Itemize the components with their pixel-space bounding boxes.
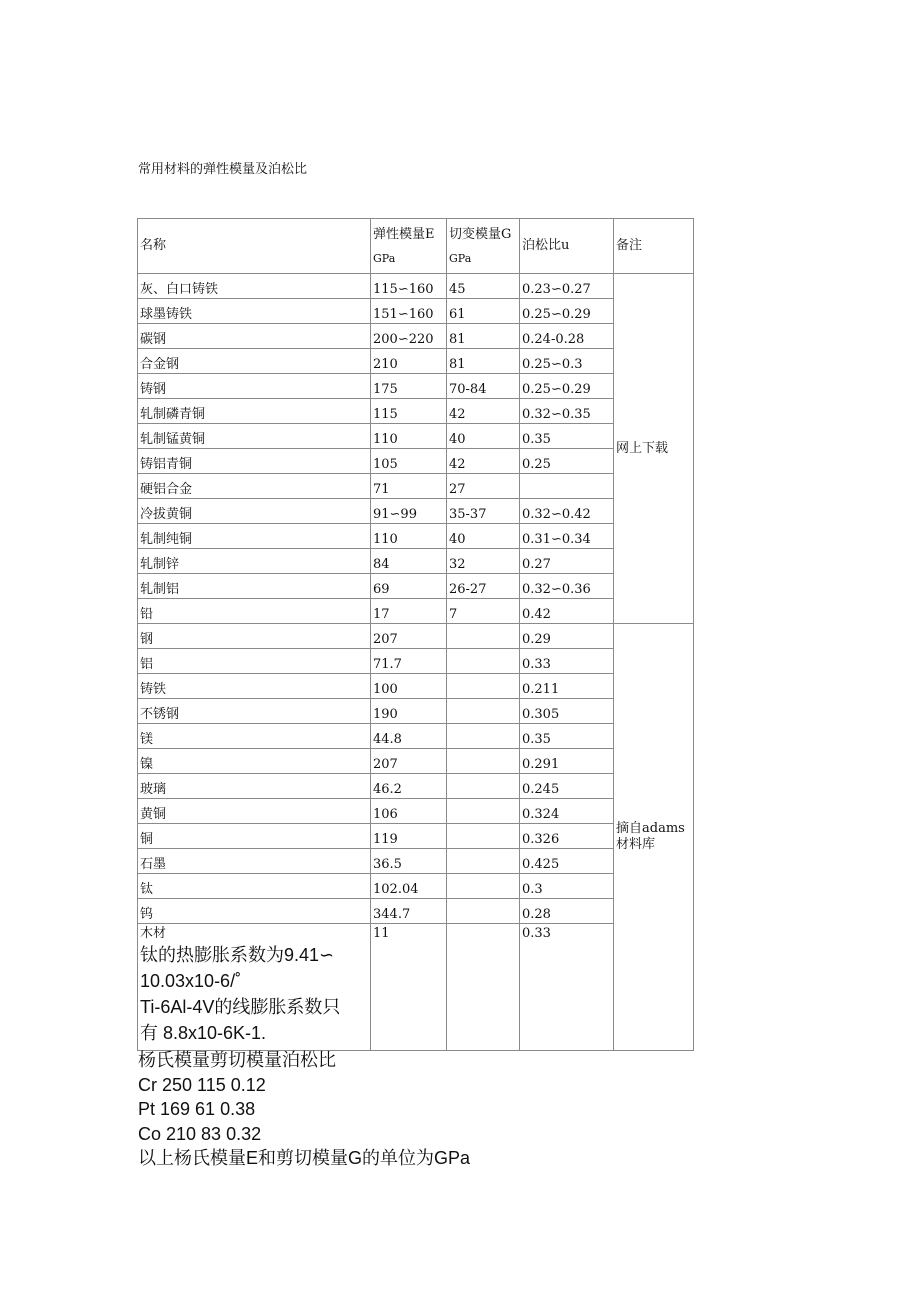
cell-e: 69 <box>371 574 447 599</box>
cell-g <box>447 824 520 849</box>
cell-g <box>447 624 520 649</box>
cell-e: 175 <box>371 374 447 399</box>
table-row <box>138 599 694 624</box>
cell-g <box>447 774 520 799</box>
cell-e: 344.7 <box>371 899 447 924</box>
cell-name: 不锈钢 <box>138 699 371 724</box>
cell-e: 105 <box>371 449 447 474</box>
cell-poisson: 0.211 <box>520 674 614 699</box>
cell-e: 102.04 <box>371 874 447 899</box>
cell-poisson: 0.25∽0.29 <box>520 299 614 324</box>
table-row <box>138 424 694 449</box>
cell-name: 冷拔黄铜 <box>138 499 371 524</box>
cell-name: 铸铝青铜 <box>138 449 371 474</box>
note-line: Co 210 83 0.32 <box>138 1123 262 1144</box>
cell-poisson: 0.33 <box>520 924 614 1051</box>
cell-poisson: 0.28 <box>520 899 614 924</box>
cell-e: 91∽99 <box>371 499 447 524</box>
table-row <box>138 724 694 749</box>
header-poisson: 泊松比u <box>520 219 614 274</box>
cell-name: 木材 钛的热膨胀系数为9.41∽ 10.03x10-6/˚ Ti-6Al-4V的线膨胀系数只 有 8.8x10-6K-1. <box>138 924 371 1051</box>
cell-e: 207 <box>371 749 447 774</box>
cell-name: 铸铁 <box>138 674 371 699</box>
cell-poisson: 0.42 <box>520 599 614 624</box>
cell-g: 45 <box>447 274 520 299</box>
cell-g: 40 <box>447 424 520 449</box>
table-row <box>138 349 694 374</box>
cell-name: 铅 <box>138 599 371 624</box>
table-row <box>138 624 694 649</box>
cell-name: 轧制锰黄铜 <box>138 424 371 449</box>
cell-g: 7 <box>447 599 520 624</box>
cell-name: 铝 <box>138 649 371 674</box>
note-line: Pt 169 61 0.38 <box>138 1099 256 1119</box>
cell-poisson: 0.326 <box>520 824 614 849</box>
table-row <box>138 899 694 924</box>
table-row <box>138 799 694 824</box>
table-row <box>138 449 694 474</box>
header-name: 名称 <box>138 219 371 274</box>
cell-poisson: 0.31∽0.34 <box>520 524 614 549</box>
cell-e: 190 <box>371 699 447 724</box>
cell-e: 210 <box>371 349 447 374</box>
cell-poisson: 0.27 <box>520 549 614 574</box>
thermal-note: Ti-6Al-4V的线膨胀系数只 <box>140 997 341 1017</box>
cell-poisson <box>520 474 614 499</box>
cell-name: 合金钢 <box>138 349 371 374</box>
cell-poisson: 0.23∽0.27 <box>520 274 614 299</box>
cell-e: 46.2 <box>371 774 447 799</box>
note-line: 以上杨氏模量E和剪切模量G的单位为GPa <box>138 1148 471 1168</box>
cell-g: 42 <box>447 399 520 424</box>
cell-g: 32 <box>447 549 520 574</box>
thermal-note: 有 8.8x10-6K-1. <box>140 1023 267 1043</box>
note-line: Cr 250 115 0.12 <box>138 1074 266 1095</box>
cell-e: 207 <box>371 624 447 649</box>
cell-poisson: 0.324 <box>520 799 614 824</box>
cell-name: 镍 <box>138 749 371 774</box>
cell-name: 铸钢 <box>138 374 371 399</box>
cell-e: 110 <box>371 524 447 549</box>
table-row <box>138 499 694 524</box>
document-title: 常用材料的弹性模量及泊松比 <box>138 162 308 177</box>
table-row <box>138 749 694 774</box>
materials-table <box>137 218 694 1051</box>
table-row <box>138 649 694 674</box>
cell-e: 71.7 <box>371 649 447 674</box>
cell-name: 玻璃 <box>138 774 371 799</box>
header-g: 切变模量G GPa <box>447 219 520 274</box>
table-row <box>138 824 694 849</box>
cell-name: 黄铜 <box>138 799 371 824</box>
cell-g <box>447 674 520 699</box>
cell-name: 石墨 <box>138 849 371 874</box>
cell-poisson: 0.245 <box>520 774 614 799</box>
cell-poisson: 0.25 <box>520 449 614 474</box>
cell-poisson: 0.35 <box>520 724 614 749</box>
table-row <box>138 699 694 724</box>
cell-e: 44.8 <box>371 724 447 749</box>
cell-g <box>447 874 520 899</box>
cell-e: 115∽160 <box>371 274 447 299</box>
cell-g <box>447 799 520 824</box>
cell-e: 200∽220 <box>371 324 447 349</box>
cell-g <box>447 849 520 874</box>
table-row <box>138 324 694 349</box>
cell-g <box>447 649 520 674</box>
cell-name: 球墨铸铁 <box>138 299 371 324</box>
cell-g: 61 <box>447 299 520 324</box>
cell-poisson: 0.32∽0.42 <box>520 499 614 524</box>
table-row <box>138 574 694 599</box>
cell-e: 106 <box>371 799 447 824</box>
cell-g: 27 <box>447 474 520 499</box>
cell-e: 11 <box>371 924 447 1051</box>
cell-poisson: 0.33 <box>520 649 614 674</box>
cell-g <box>447 899 520 924</box>
cell-poisson: 0.35 <box>520 424 614 449</box>
cell-poisson: 0.25∽0.29 <box>520 374 614 399</box>
cell-name: 碳钢 <box>138 324 371 349</box>
table-row <box>138 774 694 799</box>
cell-g <box>447 699 520 724</box>
cell-g <box>447 724 520 749</box>
cell-remark: 网上下载 <box>614 274 694 624</box>
cell-g: 81 <box>447 324 520 349</box>
cell-name: 镁 <box>138 724 371 749</box>
cell-e: 110 <box>371 424 447 449</box>
cell-g <box>447 924 520 1051</box>
table-row <box>138 674 694 699</box>
cell-e: 36.5 <box>371 849 447 874</box>
cell-name: 轧制磷青铜 <box>138 399 371 424</box>
cell-name: 轧制纯铜 <box>138 524 371 549</box>
cell-g: 35-37 <box>447 499 520 524</box>
cell-g: 26-27 <box>447 574 520 599</box>
cell-poisson: 0.291 <box>520 749 614 774</box>
table-row <box>138 849 694 874</box>
cell-name: 轧制锌 <box>138 549 371 574</box>
table-row <box>138 274 694 299</box>
cell-e: 71 <box>371 474 447 499</box>
cell-poisson: 0.32∽0.36 <box>520 574 614 599</box>
table-row <box>138 374 694 399</box>
cell-e: 151∽160 <box>371 299 447 324</box>
table-row <box>138 924 694 1051</box>
table-row <box>138 299 694 324</box>
cell-name: 硬铝合金 <box>138 474 371 499</box>
cell-g: 70-84 <box>447 374 520 399</box>
cell-poisson: 0.3 <box>520 874 614 899</box>
header-e: 弹性模量E GPa <box>371 219 447 274</box>
cell-e: 119 <box>371 824 447 849</box>
cell-poisson: 0.425 <box>520 849 614 874</box>
header-remark: 备注 <box>614 219 694 274</box>
cell-poisson: 0.29 <box>520 624 614 649</box>
cell-e: 100 <box>371 674 447 699</box>
cell-poisson: 0.25∽0.3 <box>520 349 614 374</box>
note-line: 杨氏模量剪切模量泊松比 <box>138 1050 336 1070</box>
cell-poisson: 0.305 <box>520 699 614 724</box>
cell-e: 17 <box>371 599 447 624</box>
cell-name: 钢 <box>138 624 371 649</box>
table-row <box>138 549 694 574</box>
cell-poisson: 0.24-0.28 <box>520 324 614 349</box>
cell-name: 轧制铝 <box>138 574 371 599</box>
cell-poisson: 0.32∽0.35 <box>520 399 614 424</box>
cell-g <box>447 749 520 774</box>
cell-name: 钛 <box>138 874 371 899</box>
table-row <box>138 524 694 549</box>
table-row <box>138 399 694 424</box>
cell-g: 81 <box>447 349 520 374</box>
table-header-row <box>138 219 694 274</box>
cell-name: 灰、白口铸铁 <box>138 274 371 299</box>
cell-e: 115 <box>371 399 447 424</box>
cell-remark: 摘自adams材料库 <box>614 624 694 1051</box>
after-notes <box>138 1048 470 1171</box>
cell-name: 钨 <box>138 899 371 924</box>
cell-g: 40 <box>447 524 520 549</box>
cell-e: 84 <box>371 549 447 574</box>
thermal-note: 10.03x10-6/˚ <box>140 971 242 991</box>
cell-g: 42 <box>447 449 520 474</box>
thermal-note: 钛的热膨胀系数为9.41∽ <box>140 945 335 965</box>
table-row <box>138 474 694 499</box>
cell-name: 铜 <box>138 824 371 849</box>
table-row <box>138 874 694 899</box>
